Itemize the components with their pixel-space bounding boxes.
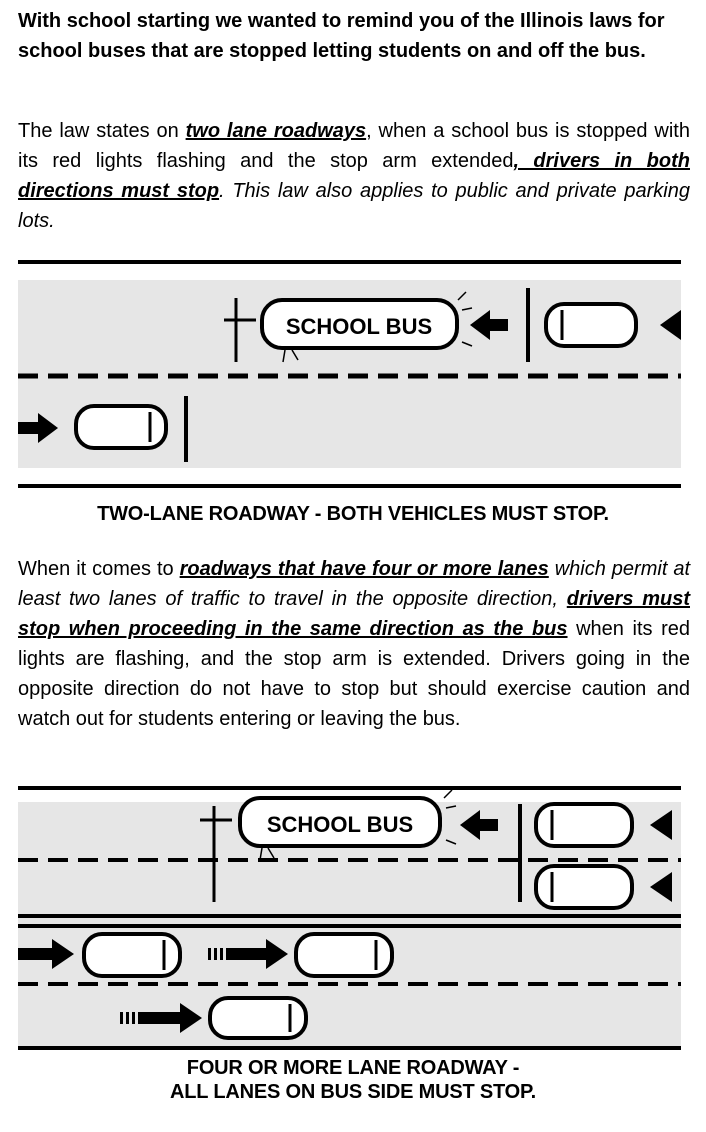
p1-text-2: , when a school bus is stopped with its red lights flashing and the stop arm extended xyxy=(18,120,690,172)
four-lane-roadway-diagram xyxy=(0,784,706,1050)
p2-text-2: which permit at least two lanes of traffic to travel in the opposite direction, xyxy=(18,558,691,610)
car-stopped-same-direction-icon xyxy=(84,934,180,976)
bus-label: SCHOOL BUS xyxy=(285,314,433,339)
four-lane-caption-line1: FOUR OR MORE LANE ROADWAY - xyxy=(186,1057,520,1079)
four-lane-caption-line2: ALL LANES ON BUS SIDE MUST STOP. xyxy=(170,1081,536,1103)
car-stopped-oncoming-icon xyxy=(546,304,636,346)
car-stopped-same-direction-icon xyxy=(210,998,306,1038)
two-lane-caption-rest: - BOTH VEHICLES MUST STOP. xyxy=(309,503,609,525)
two-lane-caption-bold: TWO-LANE ROADWAY xyxy=(97,503,310,525)
p2-text-1: When it comes to xyxy=(18,558,180,580)
school-bus-icon xyxy=(240,798,440,846)
car-stopped-oncoming-icon xyxy=(536,866,632,908)
paragraph-four-lane xyxy=(18,554,690,734)
intro-heading: With school starting we wanted to remind you of the Illinois laws for school buses that are stopped letting students on and off the bus. xyxy=(18,10,665,62)
two-lane-roadways-emphasis: two lane roadways xyxy=(185,120,367,142)
two-lane-roadway-diagram xyxy=(0,258,706,498)
school-bus-icon xyxy=(262,300,457,348)
car-stopped-oncoming-icon xyxy=(536,804,632,846)
car-stopped-behind-bus-icon xyxy=(76,406,166,448)
same-direction-emphasis: drivers must stop when proceeding in the same direction as the bus xyxy=(18,588,690,640)
p1-text-1: The law states on xyxy=(18,120,186,142)
four-or-more-lanes-emphasis: roadways that have four or more lanes xyxy=(179,558,549,580)
two-lane-caption xyxy=(0,503,706,526)
car-stopped-same-direction-icon xyxy=(296,934,392,976)
p2-text-3: when its red lights are flashing, and the stop arm is extended. Drivers going in the opposite direction do not have to stop but should exercise caution and watch out for students entering or leaving the bus. xyxy=(18,618,690,730)
paragraph-two-lane xyxy=(18,116,690,236)
bus-label: SCHOOL BUS xyxy=(266,812,414,837)
p1-text-3: . This law also applies to public and private parking lots. xyxy=(18,180,690,232)
drivers-both-directions-emphasis: , drivers in both directions must stop xyxy=(18,150,690,202)
